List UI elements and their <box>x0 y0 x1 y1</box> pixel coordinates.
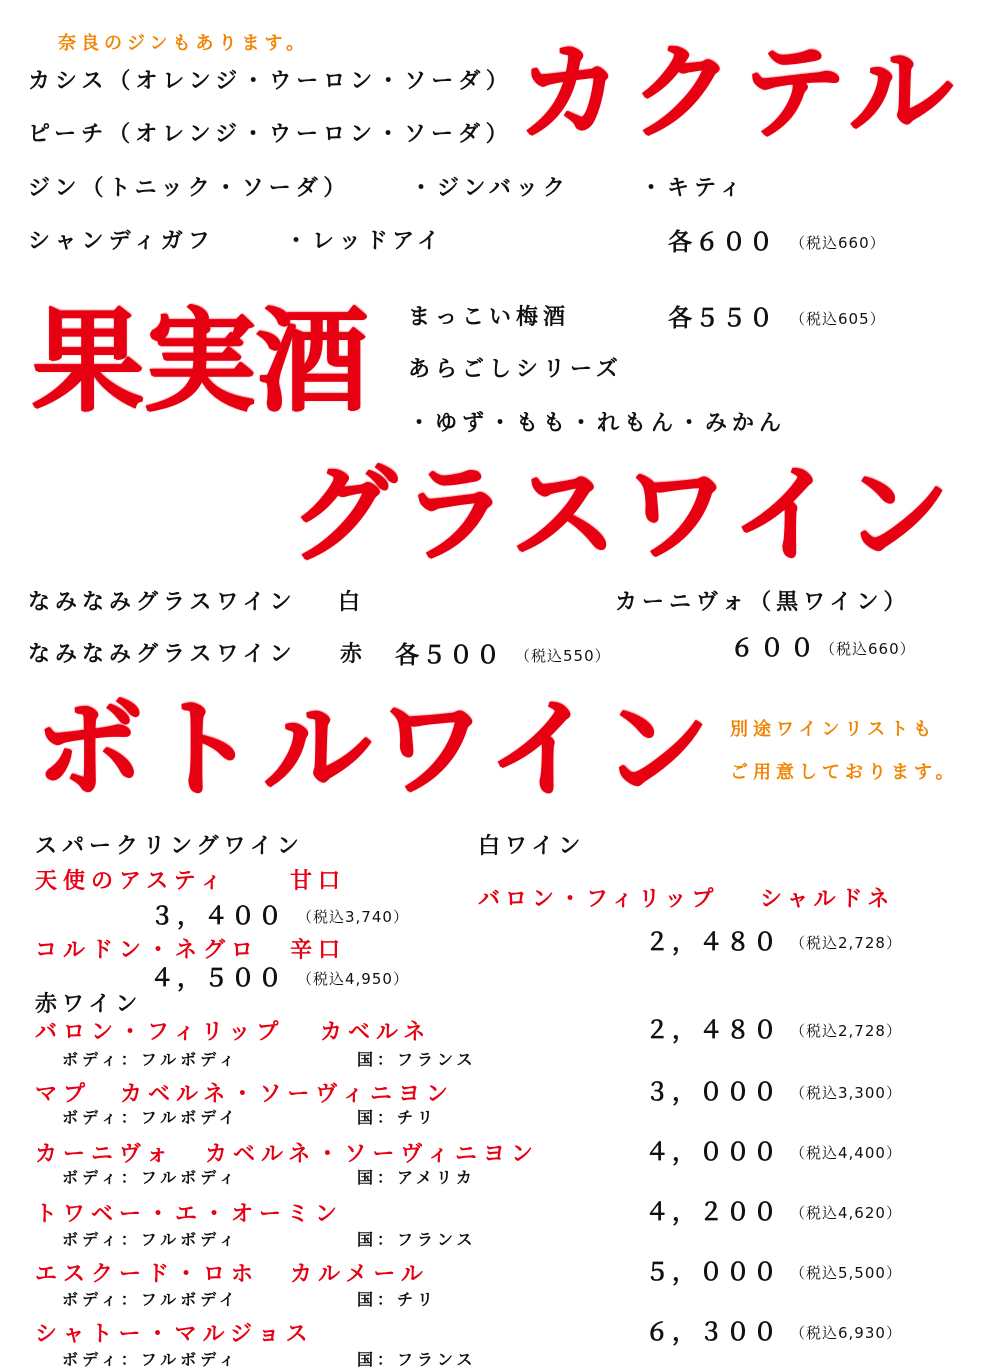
red-wine-row-6-name: シャトー・マルジョス <box>35 1322 314 1347</box>
red-wine-row-2-price: ３，０００ <box>645 1078 780 1106</box>
red-wine-row-1-body: ボディ：フルボディ <box>62 1050 239 1069</box>
white-wine-label: 白ワイン <box>478 834 586 859</box>
red-wine-row-2-country: 国：チリ <box>357 1108 438 1127</box>
red-wine-row-5-price-tax: （税込5,500） <box>790 1264 902 1282</box>
glass-wine-heading: グラスワイン <box>290 453 956 576</box>
glass-wine-red-label: 赤 <box>340 642 368 667</box>
sparkling-cordon-name: コルドン・ネグロ <box>35 938 260 963</box>
cocktail-heading: カクテル <box>518 31 961 153</box>
red-wine-row-4-price-tax: （税込4,620） <box>790 1204 902 1222</box>
red-wine-row-6-body: ボディ：フルボディ <box>62 1350 239 1369</box>
red-wine-row-4-country: 国：フランス <box>357 1230 477 1249</box>
sparkling-cordon-taste: 辛口 <box>290 938 347 963</box>
red-wine-row-4-price: ４，２００ <box>645 1198 780 1226</box>
red-wine-row-1-price: ２，４８０ <box>645 1016 780 1044</box>
sparkling-cordon-price: ４，５００ <box>150 964 285 992</box>
red-wine-row-6-price: ６，３００ <box>645 1318 780 1346</box>
red-wine-row-2-price-tax: （税込3,300） <box>790 1084 902 1102</box>
white-baron-price: ２，４８０ <box>645 928 780 956</box>
glass-wine-carnivor: カーニヴォ（黒ワイン） <box>615 590 911 615</box>
red-wine-row-1-country: 国：フランス <box>357 1050 477 1069</box>
fruit-liquor-price-tax: （税込605） <box>790 310 886 328</box>
red-wine-row-5-variety: カルメール <box>290 1262 429 1287</box>
cocktail-gin: ジン（トニック・ソーダ） <box>28 176 351 201</box>
fruit-liquor-price: 各５５０ <box>668 304 776 332</box>
cocktail-price-tax: （税込660） <box>790 234 886 252</box>
glass-wine-carnivor-price-tax: （税込660） <box>820 640 916 658</box>
red-wine-row-3-country: 国：アメリカ <box>357 1168 476 1187</box>
red-wine-label: 赤ワイン <box>35 992 143 1017</box>
red-wine-row-1-price-tax: （税込2,728） <box>790 1022 902 1040</box>
red-wine-row-5-body: ボディ：フルボデイ <box>62 1290 239 1309</box>
fruit-liquor-aragoshi-series: あらごしシリーズ <box>408 357 623 382</box>
sparkling-asti-name: 天使のアスティ <box>35 869 228 894</box>
red-wine-row-3-variety: カベルネ・ソーヴィニヨン <box>205 1142 540 1167</box>
red-wine-row-1-variety: カベルネ <box>320 1020 432 1045</box>
red-wine-row-3-name: カーニヴォ <box>35 1142 175 1167</box>
wine-list-note-line-1: 別途ワインリストも <box>730 719 937 740</box>
cocktail-red-eye: ・レッドアイ <box>285 229 445 254</box>
glass-wine-white-label: 白 <box>338 590 366 615</box>
sparkling-wine-label: スパークリングワイン <box>35 834 304 859</box>
white-baron-name: バロン・フィリップ <box>478 887 719 912</box>
fruit-liquor-umeshu: まっこい梅酒 <box>408 305 571 330</box>
fruit-liquor-heading: 果実酒 <box>32 297 368 427</box>
glass-wine-carnivor-price: ６００ <box>730 634 820 662</box>
glass-wine-house-white-name: なみなみグラスワイン <box>28 590 297 615</box>
sparkling-asti-price-tax: （税込3,740） <box>297 908 409 926</box>
red-wine-row-6-price-tax: （税込6,930） <box>790 1324 902 1342</box>
cocktail-gin-buck: ・ジンバック <box>410 176 570 201</box>
glass-wine-price: 各５００ <box>395 641 503 669</box>
red-wine-row-3-price-tax: （税込4,400） <box>790 1144 902 1162</box>
red-wine-row-4-name: トワベー・エ・オーミン <box>35 1202 344 1227</box>
white-baron-variety: シャルドネ <box>760 887 895 912</box>
sparkling-cordon-price-tax: （税込4,950） <box>297 970 409 988</box>
cocktail-kitty: ・キティ <box>640 176 747 201</box>
cocktail-cassis: カシス（オレンジ・ウーロン・ソーダ） <box>28 69 513 94</box>
red-wine-row-2-name: マプ <box>35 1082 92 1107</box>
red-wine-row-5-country: 国：チリ <box>357 1290 438 1309</box>
red-wine-row-3-price: ４，０００ <box>645 1138 780 1166</box>
red-wine-row-2-variety: カベルネ・ソーヴィニヨン <box>120 1082 455 1107</box>
red-wine-row-1-name: バロン・フィリップ <box>35 1020 285 1045</box>
sparkling-asti-taste: 甘口 <box>290 869 347 894</box>
white-baron-price-tax: （税込2,728） <box>790 934 902 952</box>
glass-wine-house-red-name: なみなみグラスワイン <box>28 642 297 667</box>
red-wine-row-6-country: 国：フランス <box>357 1350 477 1369</box>
glass-wine-price-tax: （税込550） <box>515 647 611 665</box>
red-wine-row-2-body: ボディ：フルボデイ <box>62 1108 239 1127</box>
nara-gin-note: 奈良のジンもあります。 <box>58 33 310 54</box>
fruit-liquor-aragoshi-flavors: ・ゆず・もも・れもん・みかん <box>408 411 787 436</box>
cocktail-price: 各６００ <box>668 228 776 256</box>
red-wine-row-3-body: ボディ：フルボディ <box>62 1168 239 1187</box>
cocktail-peach: ピーチ（オレンジ・ウーロン・ソーダ） <box>28 122 513 147</box>
sparkling-asti-price: ３，４００ <box>150 902 285 930</box>
wine-list-note-line-2: ご用意しております。 <box>730 762 959 783</box>
cocktail-shandy-gaff: シャンディガフ <box>28 229 215 254</box>
red-wine-row-5-name: エスクード・ロホ <box>35 1262 260 1287</box>
red-wine-row-4-body: ボディ：フルボディ <box>62 1230 239 1249</box>
bottle-wine-heading: ボトルワイン <box>35 687 716 812</box>
red-wine-row-5-price: ５，０００ <box>645 1258 780 1286</box>
